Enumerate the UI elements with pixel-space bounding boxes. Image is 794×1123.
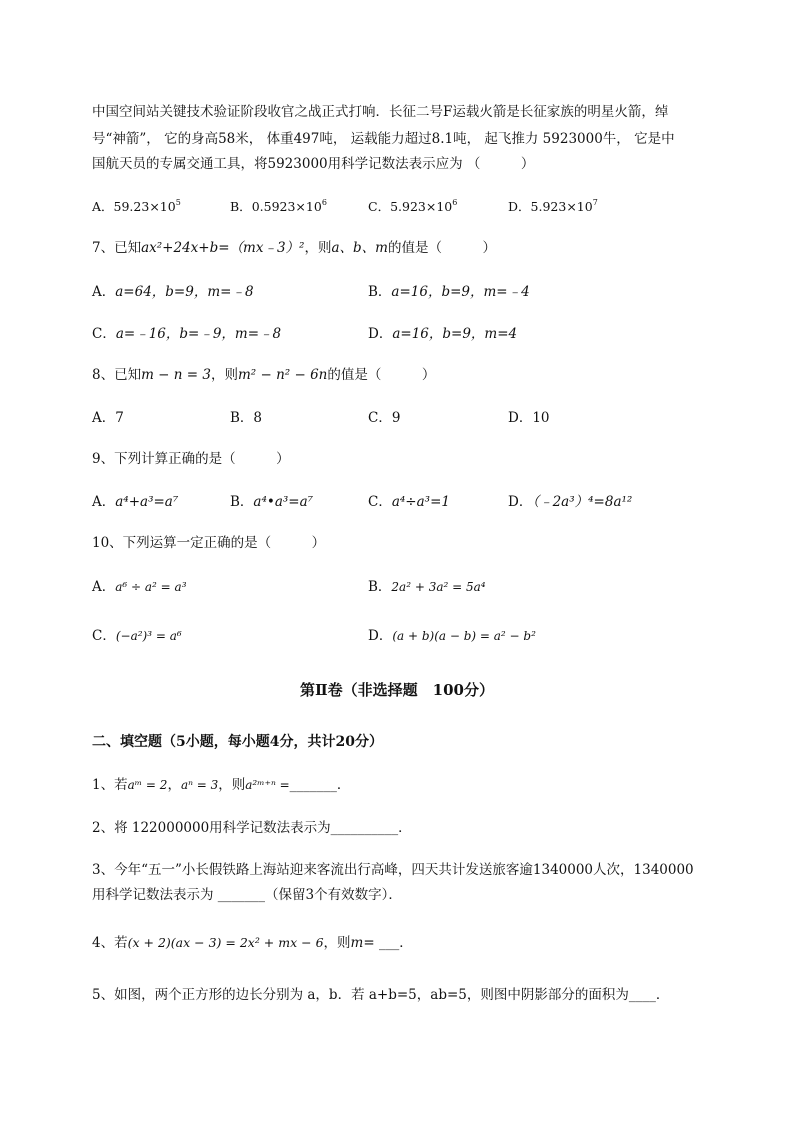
q9-option-d[interactable]: D．（﹣2a³）⁴=8a¹² — [508, 494, 633, 510]
q7-option-d[interactable]: D．a=16，b=9，m=4 — [368, 326, 518, 342]
q7-stem: 7、已知ax²+24x+b=（mx﹣3）²，则a、b、m的值是（ ） — [92, 240, 496, 256]
fill-q4-blank[interactable]: = ___． — [363, 935, 413, 951]
section-2-title: 第Ⅱ卷（非选择题 100分） — [300, 681, 494, 699]
q8-option-c[interactable]: C．9 — [368, 410, 401, 426]
q6-option-d[interactable]: D．$5.923\times 10^7$ — [508, 198, 598, 214]
q6-stem-line-3: 国航天员的专属交通工具，将5923000用科学记数法表示应为 （ ） — [92, 156, 535, 172]
fill-q4: 4、若(x + 2)(ax − 3) = 2x² + mx − 6，则m= ___． — [92, 935, 413, 951]
q10-option-b[interactable]: B．2a² + 3a² = 5a⁴ — [368, 579, 486, 595]
q10-option-c[interactable]: C．(−a²)³ = a⁶ — [92, 628, 182, 644]
fill-in-section-subtitle: 二、填空题（5小题，每小题4分，共计20分） — [92, 734, 383, 750]
q10-option-a[interactable]: A．a⁶ ÷ a² = a³ — [92, 579, 187, 595]
q8-option-a[interactable]: A．7 — [92, 410, 124, 426]
q8-stem: 8、已知m − n = 3，则m² − n² − 6n的值是（ ） — [92, 367, 436, 383]
q10-option-d[interactable]: D．(a + b)(a − b) = a² − b² — [368, 628, 536, 644]
fill-q2: 2、将 122000000用科学记数法表示为__________． — [92, 820, 412, 836]
fill-q3-line-1: 3、今年“五一”小长假铁路上海站迎来客流出行高峰，四天共计发送旅客逾1340000人次，1340000 — [92, 862, 694, 878]
q6-stem-line-2: 号“神箭”， 它的身高58米， 体重497吨， 运载能力超过8.1吨， 起飞推力 5923000牛， 它是中 — [92, 131, 675, 147]
q7-option-b[interactable]: B．a=16，b=9，m=﹣4 — [368, 284, 530, 300]
q9-stem: 9、下列计算正确的是（ ） — [92, 451, 290, 467]
q7-option-c[interactable]: C．a=﹣16，b=﹣9，m=﹣8 — [92, 326, 282, 342]
q7-option-a[interactable]: A．a=64，b=9，m=﹣8 — [92, 284, 254, 300]
fill-q1-blank[interactable]: _______． — [289, 777, 351, 793]
q9-option-b[interactable]: B．a⁴•a³=a⁷ — [230, 494, 314, 510]
fill-q3-line-2: 用科学记数法表示为 _______（保留3个有效数字）． — [92, 887, 402, 903]
fill-q5: 5、如图，两个正方形的边长分别为 a，b．若 a+b=5，ab=5，则图中阴影部分的面积为____． — [92, 987, 670, 1003]
q6-option-b[interactable]: B．$0.5923\times 10^6$ — [230, 198, 327, 214]
fill-q1: 1、若aᵐ = 2，aⁿ = 3，则a²ᵐ⁺ⁿ =_______． — [92, 777, 351, 793]
q6-option-c[interactable]: C．$5.923\times 10^6$ — [368, 198, 458, 214]
q8-option-d[interactable]: D．10 — [508, 410, 550, 426]
q6-option-a[interactable]: A．$59.23\times 10^5$ — [92, 198, 181, 214]
q9-option-a[interactable]: A．a⁴+a³=a⁷ — [92, 494, 179, 510]
q8-option-b[interactable]: B．8 — [230, 410, 263, 426]
q10-stem: 10、下列运算一定正确的是（ ） — [92, 535, 326, 551]
q6-stem-line-1: 中国空间站关键技术验证阶段收官之战正式打响．长征二号F运载火箭是长征家族的明星火箭，绰 — [92, 104, 669, 120]
q9-option-c[interactable]: C．a⁴÷a³=1 — [368, 494, 450, 510]
